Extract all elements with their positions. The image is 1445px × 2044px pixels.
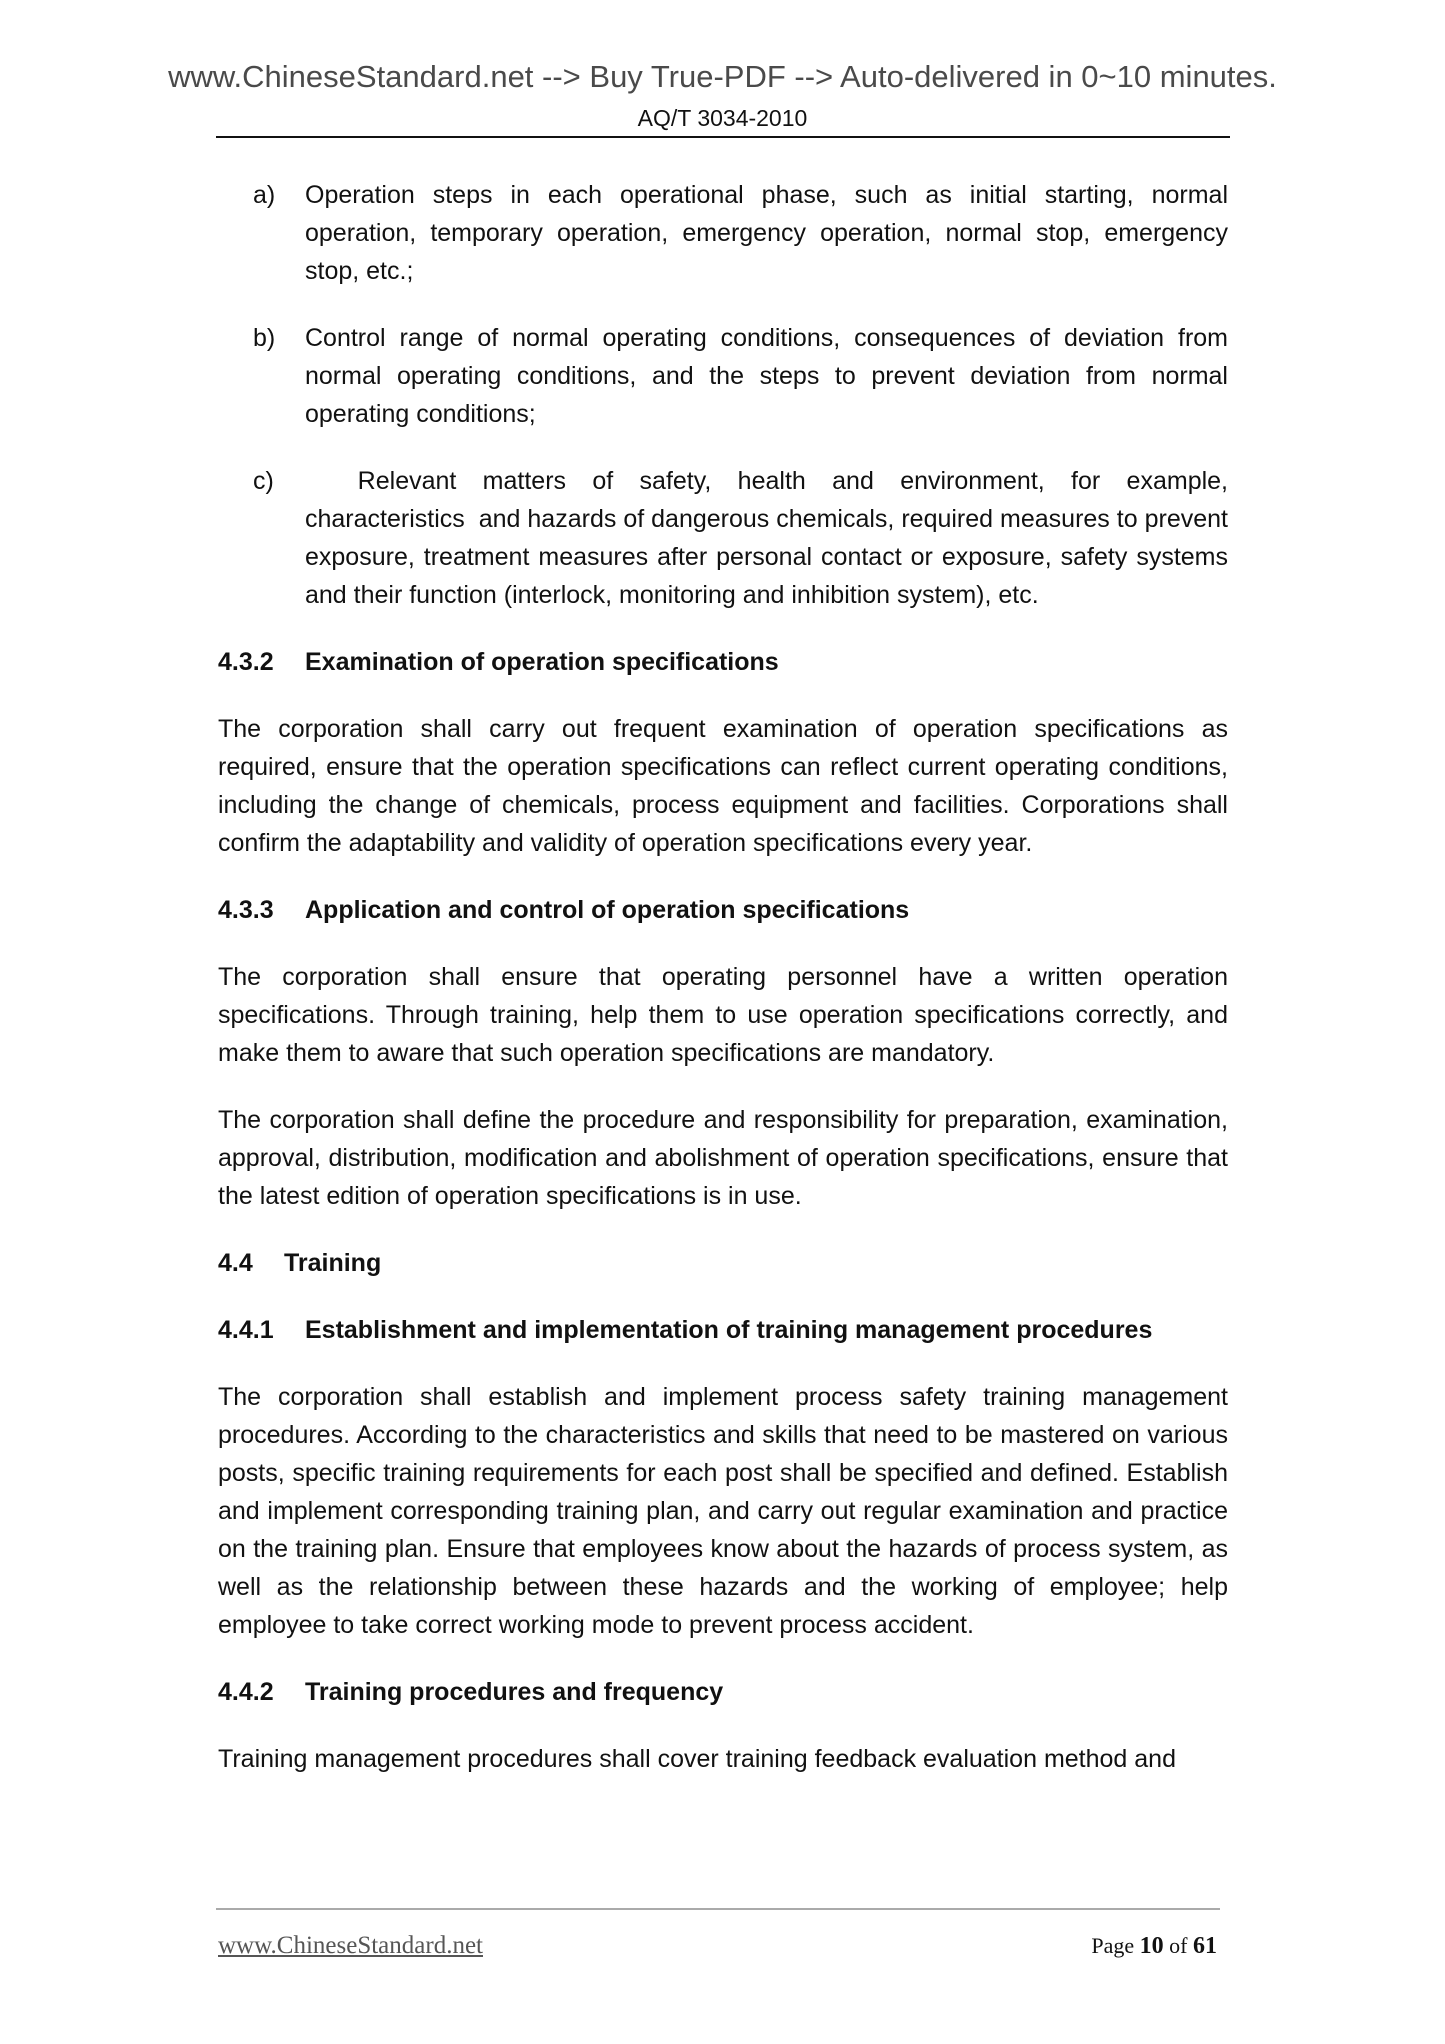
footer-divider [216,1908,1220,1910]
section-title: Training procedures and frequency [305,1678,724,1706]
section-title: Examination of operation specifications [305,648,779,676]
list-item-text: Relevant matters of safety, health and environment, for example, characteristics and hazards of dangerous chemicals, required measures to prevent exposure, treatment measures after personal contact or exposure, safety systems and their function (interlock, monitoring and inhibition system), etc. [305,467,1228,609]
section-title: Application and control of operation specifications [305,896,910,924]
list-marker: b) [253,324,276,352]
site-banner: www.ChineseStandard.net --> Buy True-PDF --> Auto-delivered in 0~10 minutes. [168,59,1277,94]
section-number: 4.4.2 [218,1678,274,1706]
section-number: 4.3.3 [218,896,274,924]
paragraph: The corporation shall define the procedure and responsibility for preparation, examination, approval, distribution, modification and abolishment of operation specifications, ensure that the latest edition of operation specifications is in use. [218,1106,1228,1210]
section-number: 4.4 [218,1249,253,1277]
list-marker: a) [253,181,276,209]
document-code: AQ/T 3034-2010 [637,105,808,131]
section-heading-4-4-1 [218,1311,1228,1349]
section-heading-4-4 [218,1244,1228,1282]
paragraph: The corporation shall carry out frequent examination of operation specifications as required, ensure that the operation specifications can reflect current operating conditions, including the change of chemicals, process equipment and facilities. Corporations shall confirm the adaptability and validity of operation specifications every year. [218,715,1228,857]
page-prefix: Page [1091,1933,1135,1958]
list-item-text: Operation steps in each operational phase, such as initial starting, normal operation, temporary operation, emergency operation, normal stop, emergency stop, etc.; [305,181,1228,285]
list-item-text: Control range of normal operating conditions, consequences of deviation from normal operating conditions, and the steps to prevent deviation from normal operating conditions; [305,324,1228,428]
section-heading-4-4-2 [218,1673,1228,1711]
paragraph: The corporation shall ensure that operating personnel have a written operation specifications. Through training, help them to use operation specifications correctly, and make them to aware that such operation specifications are mandatory. [218,963,1228,1067]
list-item [218,319,1228,433]
footer-site-link[interactable]: www.ChineseStandard.net [218,1932,483,1959]
section-number: 4.3.2 [218,648,274,676]
page-total: 61 [1193,1933,1217,1959]
page-indicator [1091,1930,1217,1962]
paragraph: Training management procedures shall cover training feedback evaluation method and [218,1745,1176,1773]
paragraph: The corporation shall establish and implement process safety training management procedures. According to the characteristics and skills that need to be mastered on various posts, specific training requirements for each post shall be specified and defined. Establish and implement corresponding training plan, and carry out regular examination and practice on the training plan. Ensure that employees know about the hazards of process system, as well as the relationship between these hazards and the working of employee; help employee to take correct working mode to prevent process accident. [218,1383,1228,1639]
section-title: Establishment and implementation of training management procedures [305,1316,1153,1344]
section-number: 4.4.1 [218,1316,274,1344]
document-body [218,176,1228,1807]
section-heading-4-3-3 [218,891,1228,929]
page-current: 10 [1139,1933,1164,1959]
list-item [218,176,1228,290]
section-title: Training [284,1249,382,1277]
list-marker: c) [253,467,274,495]
header-divider [216,136,1230,138]
list-item [218,462,1228,614]
section-heading-4-3-2 [218,643,1228,681]
page-of: of [1169,1933,1188,1958]
